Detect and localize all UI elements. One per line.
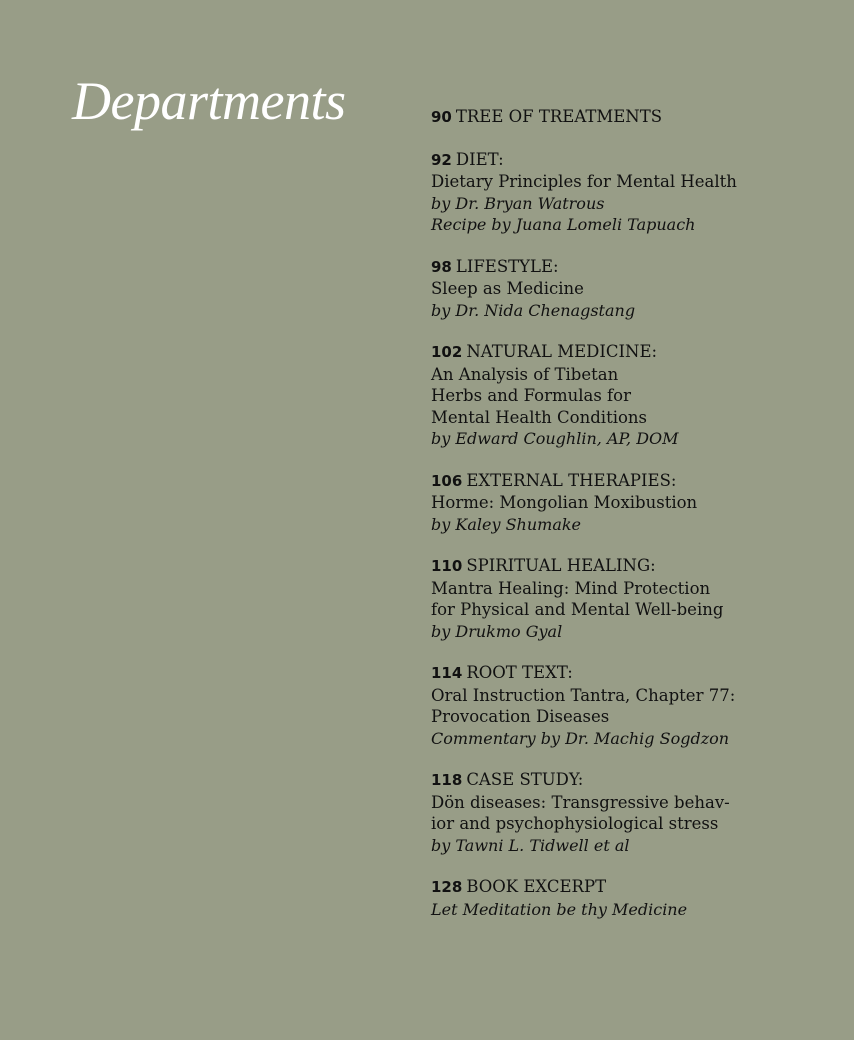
- article-byline: Commentary by Dr. Machig Sogdzon: [431, 728, 730, 748]
- entry-heading: [431, 555, 841, 578]
- article-title: Herbs and Formulas for: [431, 386, 631, 405]
- department-category: LIFESTYLE:: [455, 256, 559, 276]
- department-category: SPIRITUAL HEALING:: [466, 556, 656, 575]
- page-number: 92: [431, 150, 452, 169]
- departments-list: [431, 106, 841, 940]
- article-byline: Recipe by Juana Lomeli Tapuach: [431, 215, 696, 234]
- entry-heading: [431, 769, 841, 792]
- article-title: for Physical and Mental Well-being: [431, 600, 724, 619]
- department-entry[interactable]: [431, 341, 841, 450]
- page-number: 90: [431, 108, 452, 126]
- entry-heading: [431, 149, 841, 172]
- article-byline: by Dr. Nida Chenagstang: [431, 300, 636, 320]
- entry-heading: [431, 470, 841, 493]
- department-entry[interactable]: [431, 256, 841, 322]
- department-category: ROOT TEXT:: [466, 663, 573, 682]
- article-title: Sleep as Medicine: [431, 279, 584, 298]
- department-entry[interactable]: [431, 149, 841, 236]
- page-number: 106: [431, 471, 463, 490]
- department-entry[interactable]: [431, 555, 841, 642]
- article-title: ior and psychophysiological stress: [431, 814, 719, 833]
- department-category: EXTERNAL THERAPIES:: [466, 470, 677, 490]
- article-byline: by Kaley Shumake: [431, 514, 582, 534]
- page-title: Departments: [72, 71, 346, 131]
- page-number: 118: [431, 771, 463, 789]
- page-number: 110: [431, 557, 463, 575]
- article-title: Dietary Principles for Mental Health: [431, 172, 737, 191]
- article-title: Horme: Mongolian Moxibustion: [431, 493, 698, 512]
- article-title: Mantra Healing: Mind Protection: [431, 578, 711, 598]
- department-category: CASE STUDY:: [466, 770, 584, 789]
- department-entry[interactable]: [431, 876, 841, 920]
- article-title: Oral Instruction Tantra, Chapter 77:: [431, 685, 736, 705]
- entry-heading: [431, 256, 841, 279]
- article-byline: by Dr. Bryan Watrous: [431, 193, 605, 213]
- article-title: Dön diseases: Transgressive behav-: [431, 792, 730, 812]
- entry-heading: [431, 341, 841, 364]
- department-category: BOOK EXCERPT: [466, 877, 607, 896]
- department-entry[interactable]: [431, 769, 841, 856]
- article-title: Provocation Diseases: [431, 707, 610, 726]
- page-number: 128: [431, 878, 463, 896]
- page-number: 102: [431, 343, 463, 361]
- department-category: DIET:: [455, 149, 504, 169]
- page-number: 114: [431, 664, 463, 682]
- page-number: 98: [431, 257, 452, 276]
- department-entry[interactable]: [431, 470, 841, 536]
- entry-heading: [431, 662, 841, 685]
- department-entry[interactable]: [431, 662, 841, 749]
- article-byline: by Edward Coughlin, AP, DOM: [431, 429, 679, 448]
- entry-heading: [431, 106, 841, 129]
- article-title: An Analysis of Tibetan: [431, 364, 619, 384]
- department-category: NATURAL MEDICINE:: [466, 342, 658, 361]
- article-byline: by Tawni L. Tidwell et al: [431, 835, 630, 855]
- article-byline: by Drukmo Gyal: [431, 621, 563, 641]
- article-title: Mental Health Conditions: [431, 407, 648, 427]
- department-entry[interactable]: [431, 106, 841, 129]
- entry-heading: [431, 876, 841, 899]
- department-category: TREE OF TREATMENTS: [455, 107, 663, 126]
- article-byline: Let Meditation be thy Medicine: [431, 899, 688, 919]
